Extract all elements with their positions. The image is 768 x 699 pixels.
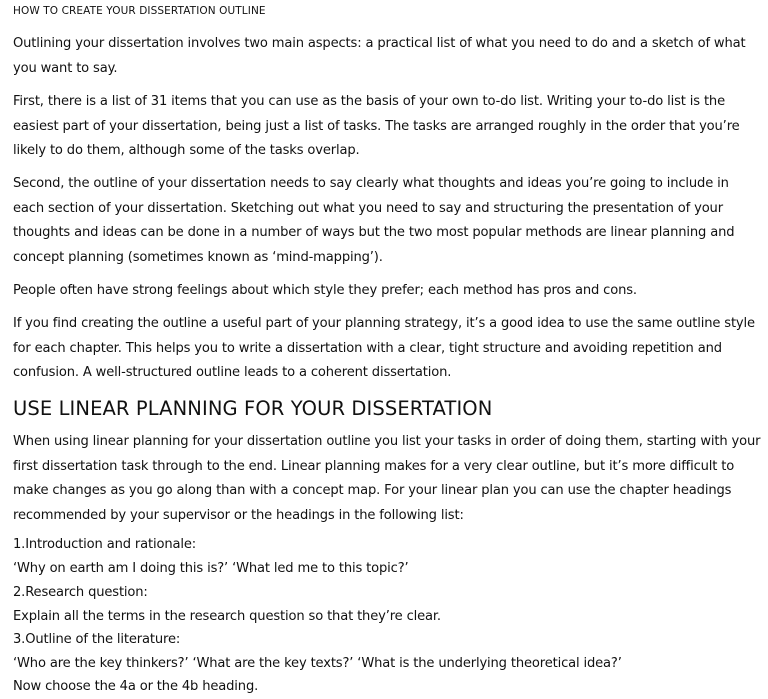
- paragraph-styles: People often have strong feelings about which style they prefer; each method has pros and cons.: [13, 283, 637, 298]
- list-item: Now choose the 4a or the 4b heading.: [13, 679, 259, 694]
- paragraph-todo-list: First, there is a list of 31 items that you can use as the basis of your own to-do list. Writing your to-do list is the easiest part of your dissertation, being just a list of tasks. The tasks are arranged roughly in the order that you’re likely to do them, although some of the tasks overlap.: [13, 94, 740, 159]
- paragraph-strategy: If you find creating the outline a useful part of your planning strategy, it’s a good idea to use the same outline style for each chapter. This helps you to write a dissertation with a clear, tight structure and avoiding repetition and confusion. A well-structured outline leads to a coherent dissertation.: [13, 316, 755, 381]
- paragraph-outline: Second, the outline of your dissertation needs to say clearly what thoughts and ideas you’re going to include in each section of your dissertation. Sketching out what you need to say and structuring the presentation of your thoughts and ideas can be done in a number of ways but the two most popular methods are linear planning and concept planning (sometimes known as ‘mind-mapping’).: [13, 176, 735, 265]
- list-item: 1.Introduction and rationale:: [13, 537, 197, 552]
- list-item: ‘Why on earth am I doing this is?’ ‘What led me to this topic?’: [13, 561, 409, 576]
- section-heading-linear-planning: USE LINEAR PLANNING FOR YOUR DISSERTATION: [13, 397, 493, 420]
- list-item: 3.Outline of the literature:: [13, 632, 181, 647]
- list-item: Explain all the terms in the research question so that they’re clear.: [13, 609, 441, 624]
- document-title: HOW TO CREATE YOUR DISSERTATION OUTLINE: [13, 5, 266, 17]
- list-item: ‘Who are the key thinkers?’ ‘What are the key texts?’ ‘What is the underlying theoretical idea?’: [13, 656, 622, 671]
- paragraph-linear-planning: When using linear planning for your dissertation outline you list your tasks in order of doing them, starting with your first dissertation task through to the end. Linear planning makes for a very clear outline, but it’s more difficult to make changes as you go along than with a concept map. For your linear plan you can use the chapter headings recommended by your supervisor or the headings in the following list:: [13, 434, 761, 523]
- list-item: 2.Research question:: [13, 585, 148, 600]
- paragraph-intro: Outlining your dissertation involves two main aspects: a practical list of what you need to do and a sketch of what you want to say.: [13, 36, 746, 76]
